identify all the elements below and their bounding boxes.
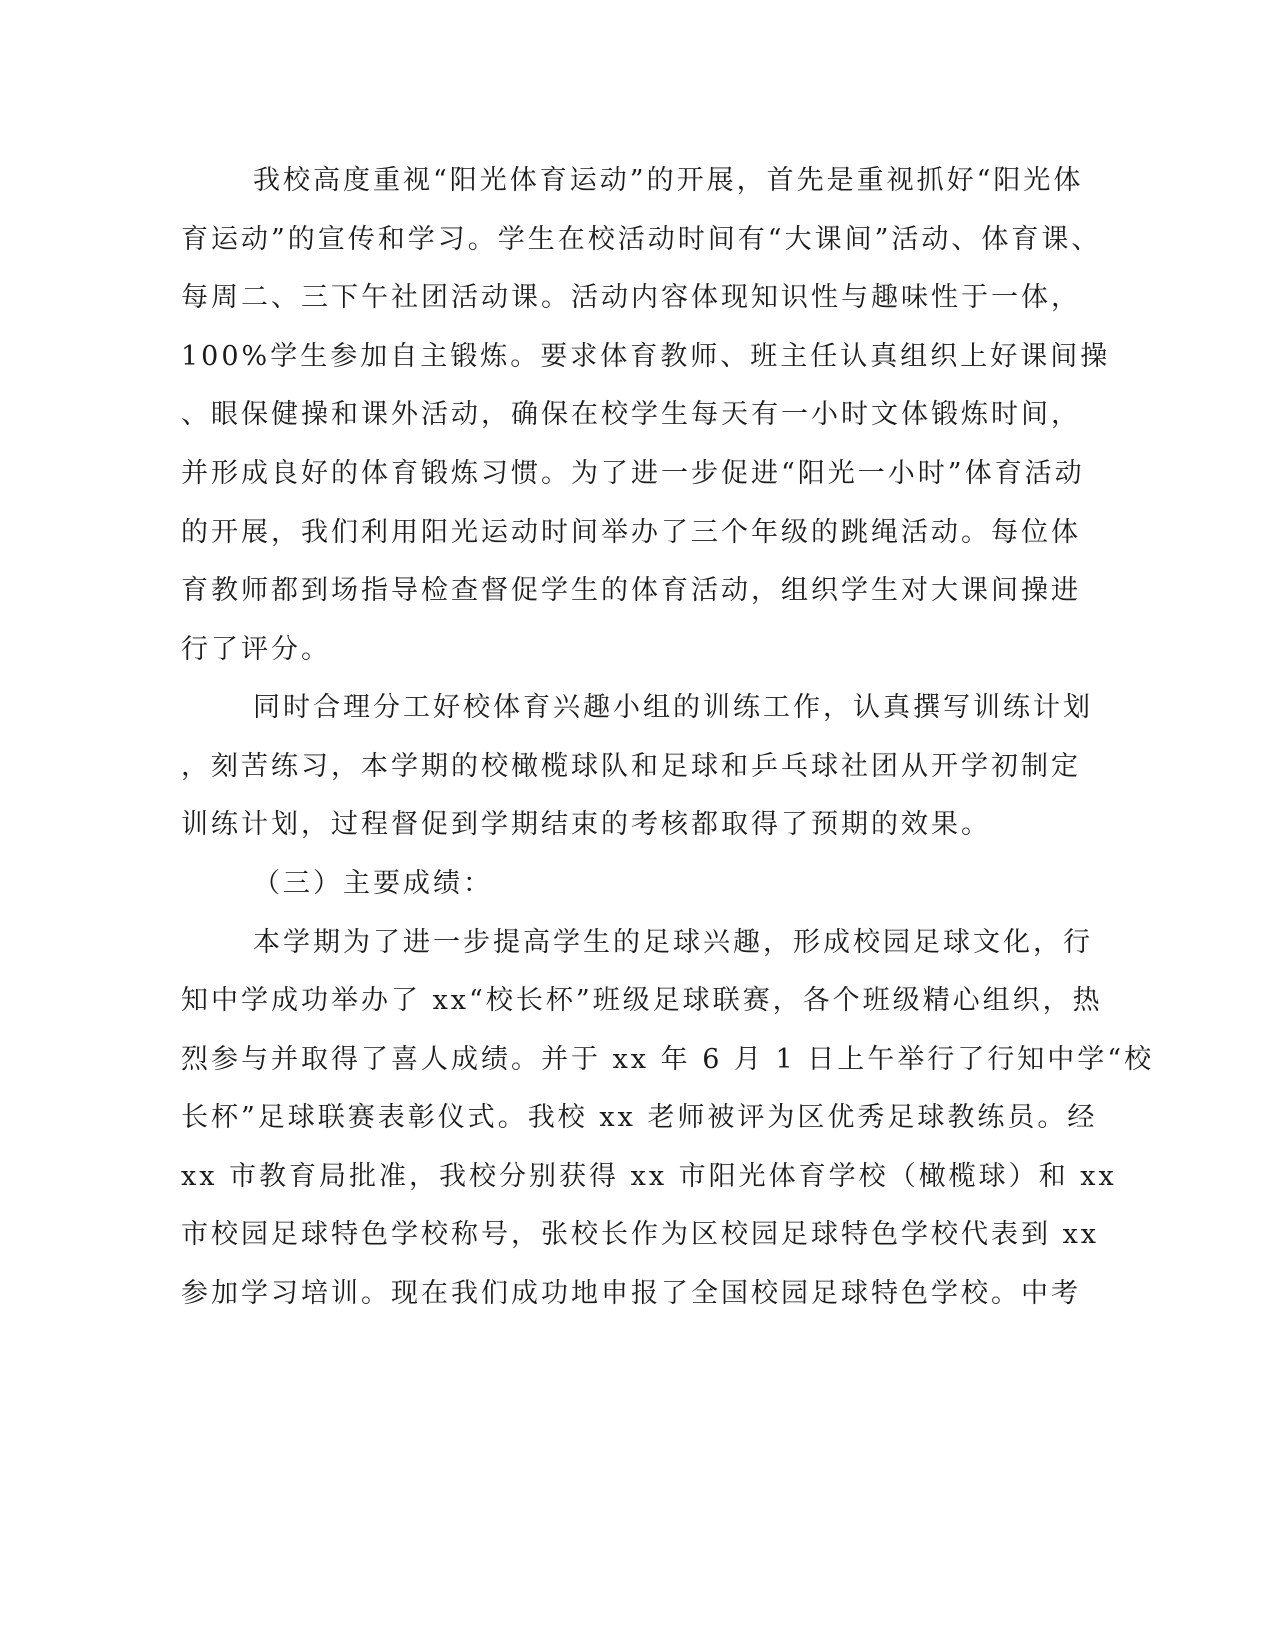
paragraph-3-line-1: 本学期为了进一步提高学生的足球兴趣，形成校园足球文化，行 (253, 927, 1093, 958)
paragraph-2-line-2: ，刻苦练习，本学期的校橄榄球队和足球和乒乓球社团从开学初制定 (181, 751, 1081, 782)
paragraph-3-line-3: 烈参与并取得了喜人成绩。并于 xx 年 6 月 1 日上午举行了行知中学“校 (181, 1044, 1155, 1075)
paragraph-1-line-6: 并形成良好的体育锻炼习惯。为了进一步促进“阳光一小时”体育活动 (181, 458, 1085, 489)
paragraph-1-line-8: 育教师都到场指导检查督促学生的体育活动，组织学生对大课间操进 (181, 575, 1081, 606)
paragraph-1-line-7: 的开展，我们利用阳光运动时间举办了三个年级的跳绳活动。每位体 (181, 517, 1081, 548)
paragraph-1-line-1: 我校高度重视“阳光体育运动”的开展，首先是重视抓好“阳光体 (253, 165, 1084, 196)
paragraph-1-line-5: 、眼保健操和课外活动，确保在校学生每天有一小时文体锻炼时间， (181, 399, 1081, 430)
paragraph-3-line-7: 参加学习培训。现在我们成功地申报了全国校园足球特色学校。中考 (181, 1278, 1081, 1309)
paragraph-3-line-5: xx 市教育局批准，我校分别获得 xx 市阳光体育学校（橄榄球）和 xx (181, 1161, 1117, 1192)
paragraph-1-line-3: 每周二、三下午社团活动课。活动内容体现知识性与趣味性于一体， (181, 282, 1081, 313)
section-heading: （三）主要成绩： (253, 868, 493, 899)
paragraph-1-line-4: 100%学生参加自主锻炼。要求体育教师、班主任认真组织上好课间操 (181, 341, 1111, 372)
paragraph-2-line-3: 训练计划，过程督促到学期结束的考核都取得了预期的效果。 (181, 809, 991, 840)
paragraph-1-line-2: 育运动”的宣传和学习。学生在校活动时间有“大课间”活动、体育课、 (181, 224, 1102, 255)
paragraph-3-line-4: 长杯”足球联赛表彰仪式。我校 xx 老师被评为区优秀足球教练员。经 (181, 1102, 1098, 1133)
paragraph-2-line-1: 同时合理分工好校体育兴趣小组的训练工作，认真撰写训练计划 (253, 692, 1093, 723)
paragraph-3-line-6: 市校园足球特色学校称号，张校长作为区校园足球特色学校代表到 xx (181, 1219, 1100, 1250)
paragraph-3-line-2: 知中学成功举办了 xx“校长杯”班级足球联赛，各个班级精心组织，热 (181, 985, 1103, 1016)
paragraph-1-line-9: 行了评分。 (181, 634, 331, 665)
